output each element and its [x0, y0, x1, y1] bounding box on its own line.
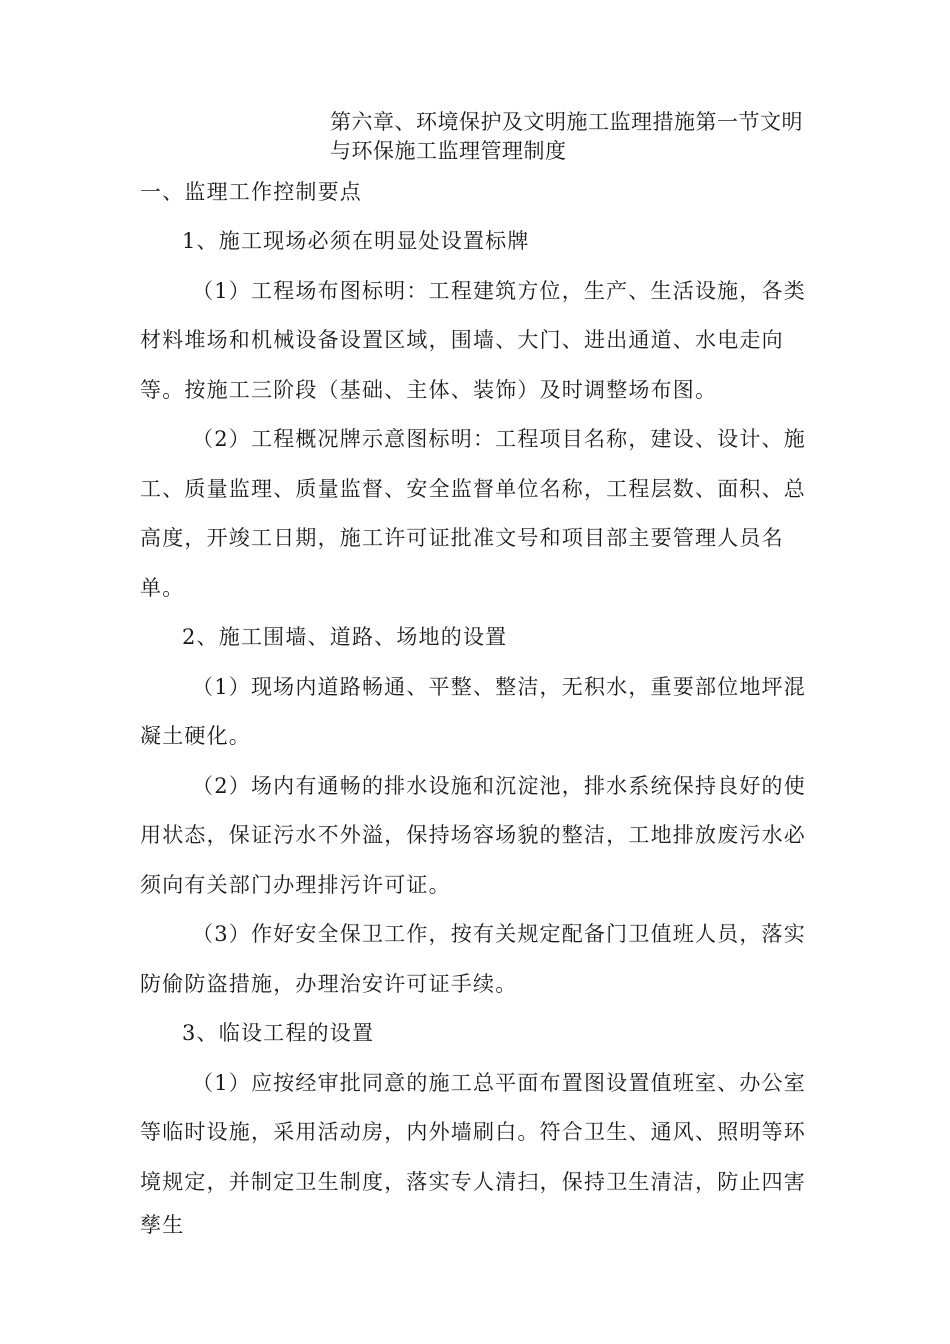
section-heading: 一、监理工作控制要点 — [140, 180, 362, 204]
paragraph-item-1-2: （2）工程概况牌示意图标明：工程项目名称，建设、设计、施工、质量监理、质量监督、安全监督单位名称，工程层数、面积、总高度，开竣工日期，施工许可证批准文号和项目部主要管理人员名单。 — [140, 427, 806, 600]
paragraph-item-2-1: （1）现场内道路畅通、平整、整洁，无积水，重要部位地坪混凝土硬化。 — [140, 674, 806, 748]
paragraph-item-1: 1、施工现场必须在明显处设置标牌 — [182, 229, 530, 253]
paragraph-item-3: 3、临设工程的设置 — [182, 1021, 375, 1045]
paragraph-item-3-1-continued: 孳生 — [140, 1213, 185, 1237]
paragraph-item-1-1: （1）工程场布图标明：工程建筑方位，生产、生活设施，各类材料堆场和机械设备设置区域，围墙、大门、进出通道、水电走向等。按施工三阶段（基础、主体、装饰）及时调整场布图。 — [140, 278, 806, 402]
document-body — [140, 217, 820, 1243]
paragraph-item-2-2: （2）场内有通畅的排水设施和沉淀池，排水系统保持良好的使用状态，保证污水不外溢，保持场容场貌的整洁，工地排放废污水必须向有关部门办理排污许可证。 — [140, 773, 806, 897]
paragraph-item-3-1: （1）应按经审批同意的施工总平面布置图设置值班室、办公室等临时设施，采用活动房，内外墙刷白。符合卫生、通风、照明等环境规定，并制定卫生制度，落实专人清扫，保持卫生清洁，防止四害 — [140, 1070, 806, 1194]
paragraph-item-2-3: （3）作好安全保卫工作，按有关规定配备门卫值班人员，落实防偷防盗措施，办理治安许可证手续。 — [140, 922, 806, 996]
paragraph-item-2: 2、施工围墙、道路、场地的设置 — [182, 625, 508, 649]
document-title: 第六章、环境保护及文明施工监理措施第一节文明与环保施工监理管理制度 — [330, 110, 803, 163]
